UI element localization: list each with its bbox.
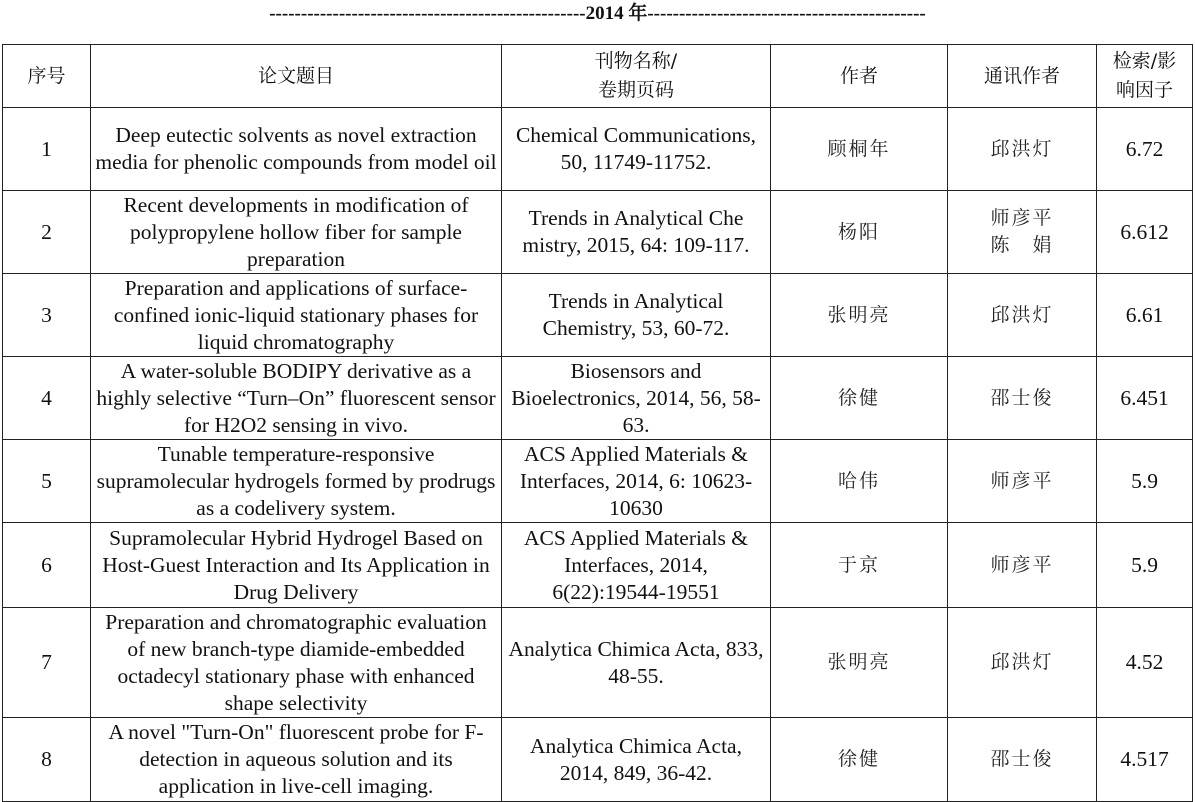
corresponding-author: 师彦平 陈 娟 — [948, 191, 1097, 274]
author-name: 徐健 — [771, 357, 948, 440]
col-header-factor: 检索/影 响因子 — [1097, 45, 1193, 108]
impact-factor: 6.61 — [1097, 274, 1193, 357]
author-name: 张明亮 — [771, 608, 948, 718]
corresponding-author: 邱洪灯 — [948, 108, 1097, 191]
paper-title: Supramolecular Hybrid Hydrogel Based on Host-Guest Interaction and Its Application in Drug Delivery — [91, 523, 502, 608]
journal-info: Chemical Communications, 50, 11749-11752. — [502, 108, 771, 191]
impact-factor: 6.451 — [1097, 357, 1193, 440]
paper-title: Tunable temperature-responsive supramolecular hydrogels formed by prodrugs as a codelivery system. — [91, 440, 502, 523]
journal-info: ACS Applied Materials & Interfaces, 2014, 6(22):19544-19551 — [502, 523, 771, 608]
author-name: 张明亮 — [771, 274, 948, 357]
corresponding-author: 师彦平 — [948, 440, 1097, 523]
journal-info: Trends in Analytical Chemistry, 53, 60-72. — [502, 274, 771, 357]
col-header-title: 论文题目 — [91, 45, 502, 108]
impact-factor: 5.9 — [1097, 523, 1193, 608]
col-header-number: 序号 — [3, 45, 91, 108]
corresponding-author: 邵士俊 — [948, 718, 1097, 802]
row-number: 5 — [3, 440, 91, 523]
paper-title: Preparation and chromatographic evaluation of new branch-type diamide-embedded octadecyl stationary phase with enhanced shape selectivity — [91, 608, 502, 718]
paper-title: Recent developments in modification of polypropylene hollow fiber for sample preparation — [91, 191, 502, 274]
corresponding-author: 邱洪灯 — [948, 274, 1097, 357]
impact-factor: 5.9 — [1097, 440, 1193, 523]
table-row — [3, 274, 1193, 357]
table-row — [3, 523, 1193, 608]
table-row — [3, 440, 1193, 523]
col-header-corresponding: 通讯作者 — [948, 45, 1097, 108]
table-row — [3, 357, 1193, 440]
impact-factor: 6.72 — [1097, 108, 1193, 191]
row-number: 7 — [3, 608, 91, 718]
paper-title: A water-soluble BODIPY derivative as a highly selective “Turn–On” fluorescent sensor for H2O2 sensing in vivo. — [91, 357, 502, 440]
journal-info: Trends in Analytical Che mistry, 2015, 64: 109-117. — [502, 191, 771, 274]
table-row — [3, 108, 1193, 191]
author-name: 徐健 — [771, 718, 948, 802]
row-number: 6 — [3, 523, 91, 608]
row-number: 2 — [3, 191, 91, 274]
paper-title: Deep eutectic solvents as novel extraction media for phenolic compounds from model oil — [91, 108, 502, 191]
paper-title: Preparation and applications of surface-confined ionic-liquid stationary phases for liquid chromatography — [91, 274, 502, 357]
journal-info: Analytica Chimica Acta, 833, 48-55. — [502, 608, 771, 718]
col-header-author: 作者 — [771, 45, 948, 108]
year-heading: --------------------------------------------------2014 年-------------------------------------------- — [269, 3, 926, 24]
row-number: 8 — [3, 718, 91, 802]
table-row — [3, 718, 1193, 802]
paper-title: A novel "Turn-On" fluorescent probe for F- detection in aqueous solution and its application in live-cell imaging. — [91, 718, 502, 802]
impact-factor: 4.52 — [1097, 608, 1193, 718]
row-number: 4 — [3, 357, 91, 440]
corresponding-author: 师彦平 — [948, 523, 1097, 608]
table-row — [3, 191, 1193, 274]
papers-table — [2, 44, 1193, 802]
corresponding-author: 邵士俊 — [948, 357, 1097, 440]
corresponding-author: 邱洪灯 — [948, 608, 1097, 718]
header-row — [3, 45, 1193, 108]
journal-info: Biosensors and Bioelectronics, 2014, 56, 58-63. — [502, 357, 771, 440]
row-number: 1 — [3, 108, 91, 191]
impact-factor: 4.517 — [1097, 718, 1193, 802]
author-name: 杨阳 — [771, 191, 948, 274]
row-number: 3 — [3, 274, 91, 357]
author-name: 顾桐年 — [771, 108, 948, 191]
journal-info: Analytica Chimica Acta, 2014, 849, 36-42. — [502, 718, 771, 802]
table-row — [3, 608, 1193, 718]
col-header-journal: 刊物名称/ 卷期页码 — [502, 45, 771, 108]
journal-info: ACS Applied Materials & Interfaces, 2014, 6: 10623-10630 — [502, 440, 771, 523]
author-name: 于京 — [771, 523, 948, 608]
impact-factor: 6.612 — [1097, 191, 1193, 274]
author-name: 哈伟 — [771, 440, 948, 523]
